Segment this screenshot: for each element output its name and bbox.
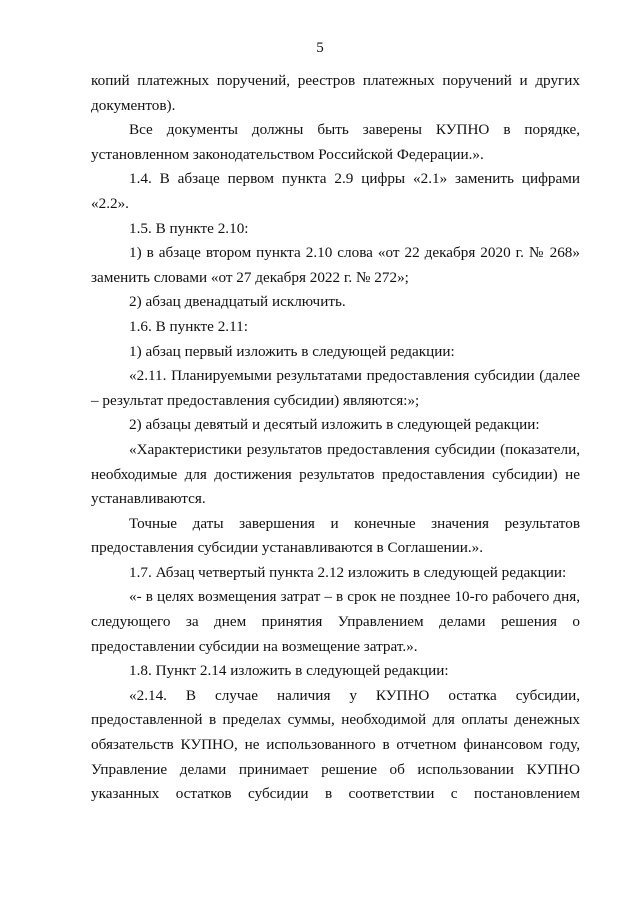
paragraph: 1) в абзаце втором пункта 2.10 слова «от 22 декабря 2020 г. № 268» заменить словами «от 27 декабря 2022 г. № 272»; (91, 244, 580, 286)
paragraph: копий платежных поручений, реестров платежных поручений и других документов). (91, 72, 580, 114)
paragraph: «Характеристики результатов предоставления субсидии (показатели, необходимые для достижения результатов предоставления субсидии) не устанавливаются. (91, 440, 580, 508)
paragraph: 2) абзац двенадцатый исключить. (129, 293, 346, 311)
paragraph: 1.4. В абзаце первом пункта 2.9 цифры «2.1» заменить цифрами «2.2». (91, 170, 580, 212)
paragraph: Точные даты завершения и конечные значения результатов предоставления субсидии устанавливаются в Соглашении.». (91, 514, 580, 557)
paragraph: 1.6. В пункте 2.11: (129, 317, 248, 335)
paragraph: Все документы должны быть заверены КУПНО в порядке, установленном законодательством Российской Федерации.». (91, 121, 580, 163)
paragraph: 2) абзацы девятый и десятый изложить в следующей редакции: (129, 416, 540, 434)
paragraph: 1.7. Абзац четвертый пункта 2.12 изложить в следующей редакции: (129, 563, 567, 581)
paragraph: «2.14. В случае наличия у КУПНО остатка субсидии, предоставленной в пределах суммы, необходимой для оплаты денежных обязательств КУПНО, не использованного в отчетном финансовом году, Управление делами принимает решение об использовании КУПНО указанных остатков субсидии в соответствии с постановлением (91, 686, 580, 803)
paragraph: 1.8. Пункт 2.14 изложить в следующей редакции: (129, 662, 449, 680)
paragraph: 1.5. В пункте 2.10: (129, 219, 249, 237)
paragraph: «2.11. Планируемыми результатами предоставления субсидии (далее – результат предоставления субсидии) являются:»; (91, 367, 580, 409)
document-body (91, 69, 580, 807)
paragraph: 1) абзац первый изложить в следующей редакции: (129, 342, 455, 360)
paragraph: «- в целях возмещения затрат – в срок не позднее 10-го рабочего дня, следующего за днем принятия Управлением делами решения о предоставлении субсидии на возмещение затрат.». (91, 588, 580, 655)
page-number: 5 (316, 40, 324, 56)
